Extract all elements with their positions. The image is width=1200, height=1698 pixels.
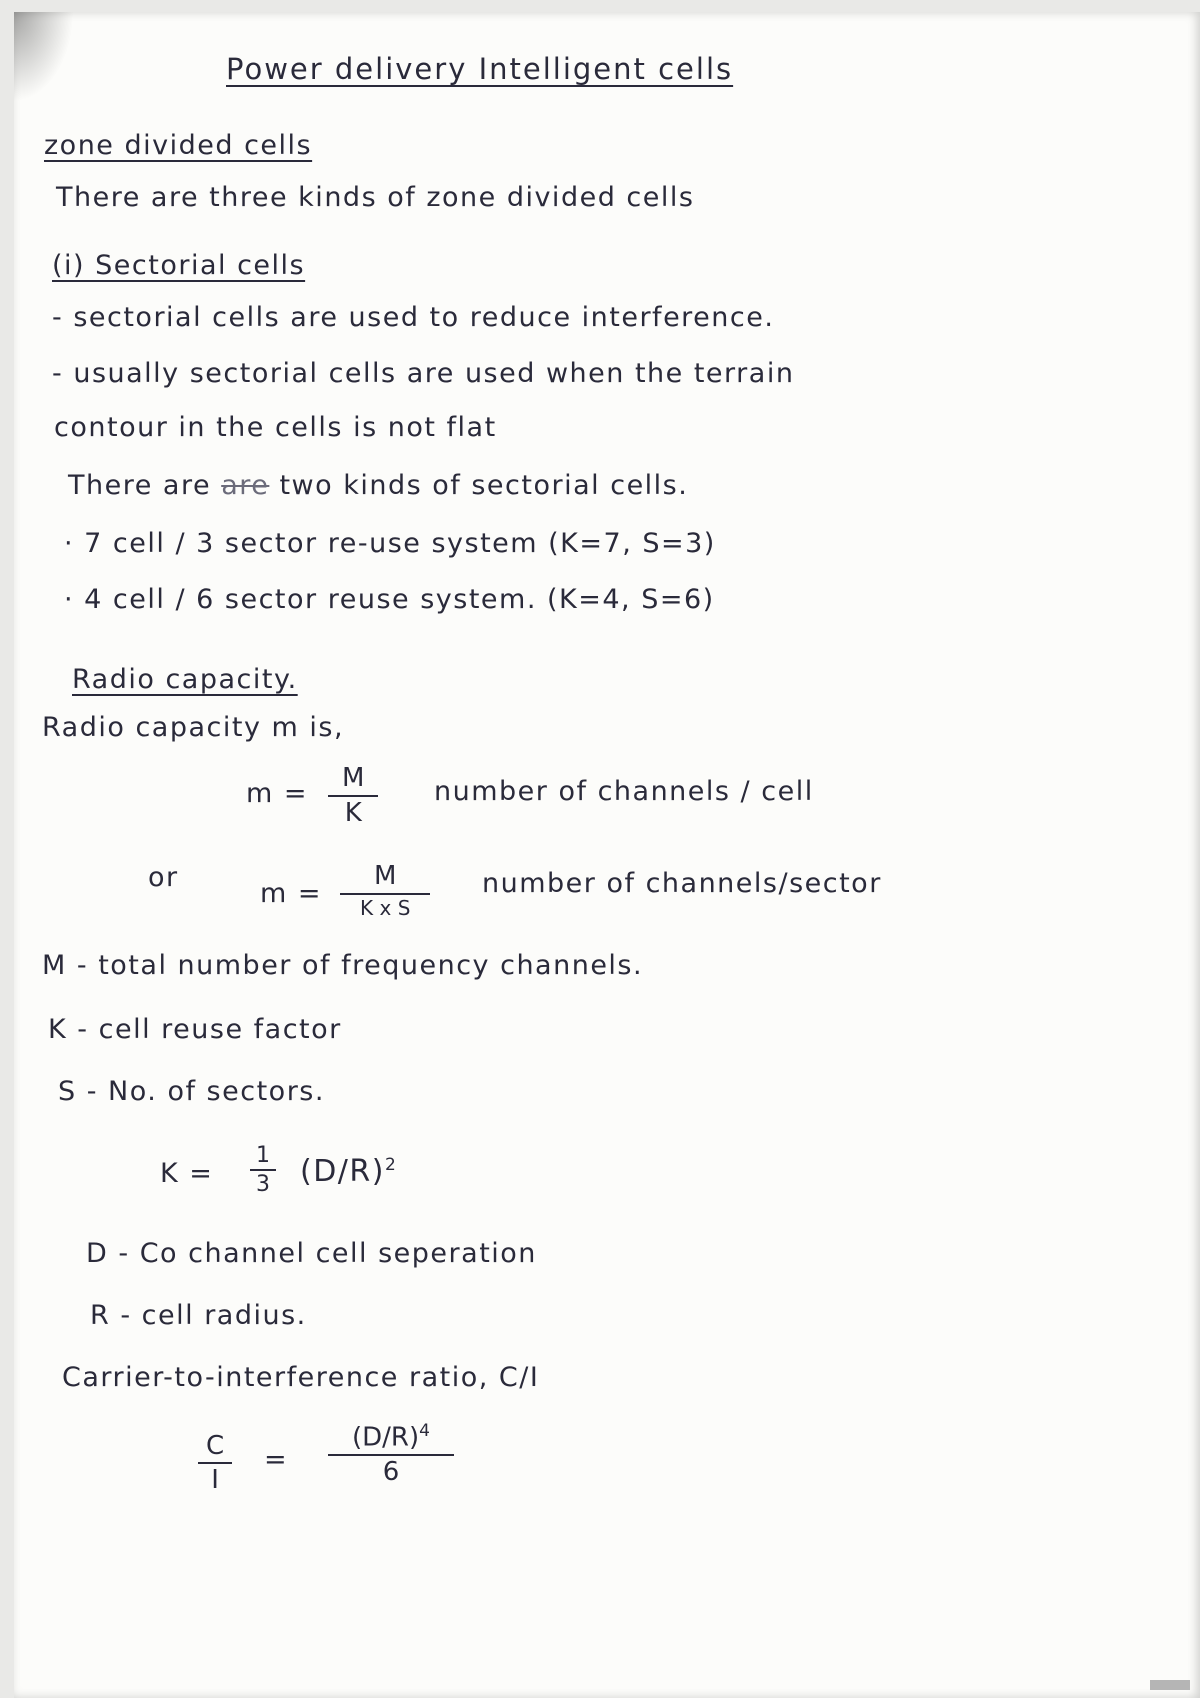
definition-item: S - No. of sectors. [58, 1076, 325, 1107]
ci-rhs-fraction [328, 1422, 454, 1487]
k-eq-lhs: K = [160, 1158, 214, 1189]
definition-item: K - cell reuse factor [48, 1014, 342, 1045]
scan-shadow [14, 12, 74, 102]
kinds-intro [68, 470, 688, 501]
radio-intro: Radio capacity m is, [42, 712, 345, 743]
ci-equals: = [264, 1444, 289, 1475]
k-eq-rhs [300, 1154, 397, 1189]
eq1-lhs: m = [246, 778, 309, 809]
k-eq-denominator: 3 [256, 1172, 270, 1198]
ci-lhs-fraction [198, 1432, 232, 1494]
bullet-line: - sectorial cells are used to reduce interference. [52, 302, 775, 333]
system-item: · 4 cell / 6 sector reuse system. (K=4, S=6) [64, 584, 715, 615]
eq2-fraction [340, 862, 430, 919]
dr-definition: R - cell radius. [90, 1300, 307, 1331]
radio-heading: Radio capacity. [72, 664, 298, 695]
page-title: Power delivery Intelligent cells [226, 52, 734, 86]
ci-heading: Carrier-to-interference ratio, C/I [62, 1362, 540, 1393]
eq1-fraction [328, 764, 378, 827]
or-label: or [148, 862, 179, 893]
k-eq-numerator: 1 [250, 1144, 276, 1171]
subsection-heading-text: (i) Sectorial cells [52, 250, 306, 281]
k-eq-exponent: 2 [384, 1155, 398, 1175]
definition-item: M - total number of frequency channels. [42, 950, 644, 981]
intro-line: There are three kinds of zone divided cells [56, 182, 695, 213]
bullet-line: contour in the cells is not flat [54, 412, 497, 443]
ci-lhs-denominator: I [211, 1464, 219, 1495]
system-item: · 7 cell / 3 sector re-use system (K=7, S=3) [64, 528, 716, 559]
eq2-lhs: m = [260, 878, 323, 909]
eq1-description: number of channels / cell [434, 776, 814, 807]
section-heading: zone divided cells [44, 130, 313, 161]
eq2-denominator: K x S [360, 895, 411, 920]
k-eq-fraction [250, 1144, 276, 1197]
scan-mark [1150, 1680, 1190, 1690]
eq2-numerator: M [340, 862, 430, 895]
bullet-line: - usually sectorial cells are used when the terrain [52, 358, 795, 389]
eq1-denominator: K [344, 797, 362, 828]
eq2-description: number of channels/sector [482, 868, 882, 899]
ci-rhs-denominator: 6 [382, 1457, 400, 1488]
notebook-page [14, 12, 1200, 1698]
kinds-intro-after: two kinds of sectorial cells. [279, 470, 689, 501]
ci-lhs-numerator: C [198, 1432, 232, 1464]
ci-rhs-ratio: (D/R) [352, 1422, 420, 1453]
struck-word: are [221, 470, 270, 501]
kinds-intro-before: There are [68, 470, 212, 501]
subsection-heading [52, 250, 305, 281]
k-eq-ratio: (D/R) [300, 1154, 385, 1189]
eq1-numerator: M [328, 764, 378, 797]
dr-definition: D - Co channel cell seperation [86, 1238, 537, 1269]
ci-rhs-numerator [328, 1422, 454, 1456]
ci-rhs-exponent: 4 [419, 1421, 430, 1441]
